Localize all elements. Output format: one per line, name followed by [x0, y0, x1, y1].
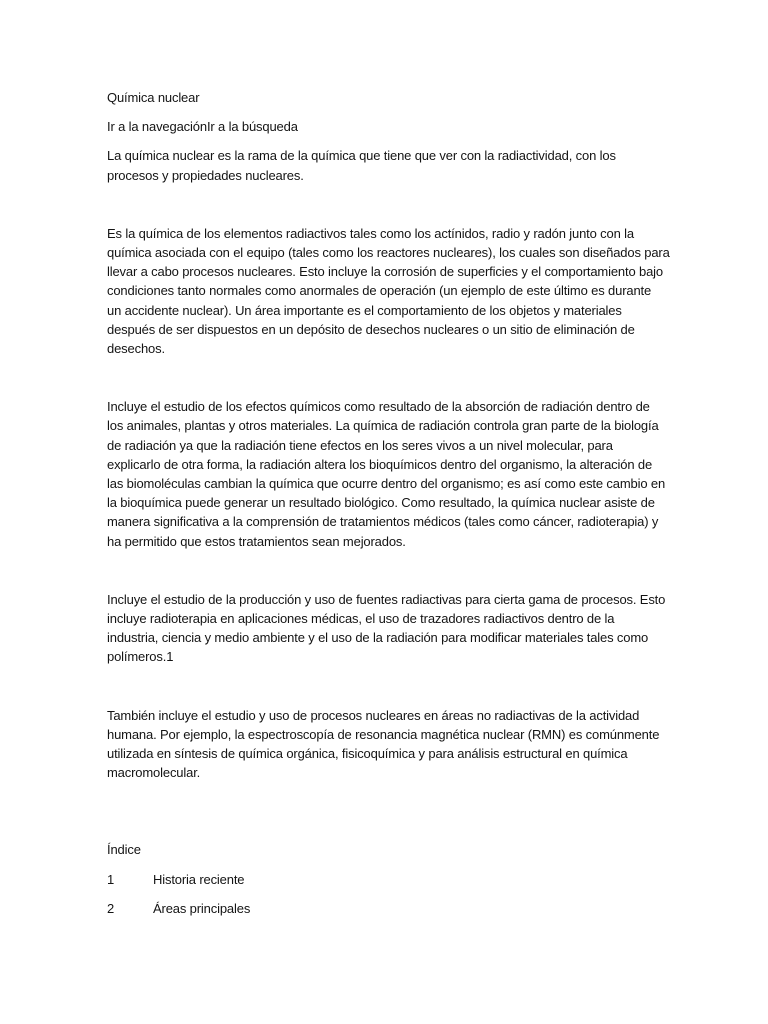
paragraph-line: después de ser dispuestos en un depósito de desechos nucleares o un sitio de eliminación de — [107, 321, 635, 337]
paragraph-line: industria, ciencia y medio ambiente y el uso de la radiación para modificar materiales tales como — [107, 630, 649, 646]
paragraph-line: ha permitido que estos tratamientos sean mejorados. — [107, 533, 406, 549]
paragraph-line: la bioquímica puede generar un resultado biológico. Como resultado, la química nuclear asiste de — [107, 495, 655, 511]
document-page — [107, 88, 670, 928]
spacer — [107, 185, 662, 224]
paragraph-line: utilizada en síntesis de química orgánica, fisicoquímica y para análisis estructural en química — [107, 746, 628, 762]
paragraph-rmn — [107, 706, 662, 783]
paragraph-line: Es la química de los elementos radiactivos tales como los actínidos, radio y radón junto con la — [107, 225, 634, 241]
paragraph-line: También incluye el estudio y uso de procesos nucleares en áreas no radiactivas de la actividad — [107, 707, 640, 723]
paragraph-line: macromolecular. — [107, 765, 201, 781]
paragraph-line: humana. Por ejemplo, la espectroscopía de resonancia magnética nuclear (RMN) es comúnmente — [107, 726, 660, 742]
paragraph-line: química asociada con el equipo (tales como los reactores nucleares), los cuales son diseñados para — [107, 245, 670, 261]
spacer — [107, 782, 662, 840]
paragraph-line: desechos. — [107, 341, 165, 357]
paragraph-fuentes — [107, 590, 666, 667]
spacer — [107, 551, 662, 590]
skip-links — [107, 117, 662, 136]
toc-heading: Índice — [107, 842, 141, 858]
paragraph-line: La química nuclear es la rama de la química que tiene que ver con la radiactividad, con los — [107, 148, 616, 164]
toc-item-number: 1 — [107, 871, 115, 887]
page-title: Química nuclear — [107, 90, 200, 105]
toc-item-number: 2 — [107, 900, 115, 916]
paragraph-line: Incluye el estudio de los efectos químicos como resultado de la absorción de radiación dentro de — [107, 399, 650, 415]
paragraph-line: manera significativa a la comprensión de tratamientos médicos (tales como cáncer, radioterapia) y — [107, 514, 659, 530]
paragraph-line: un accidente nuclear). Un área importante es el comportamiento de los objetos y materiales — [107, 302, 622, 318]
paragraph-line: procesos y propiedades nucleares. — [107, 167, 304, 183]
paragraph-elementos — [107, 224, 670, 358]
nav-link-busqueda[interactable]: Ir a la búsqueda — [206, 119, 298, 135]
paragraph-line: de radiación ya que la radiación tiene efectos en los seres vivos a un nivel molecular, para — [107, 437, 613, 453]
paragraph-line: Incluye el estudio de la producción y uso de fuentes radiactivas para cierta gama de procesos. Esto — [107, 591, 666, 607]
nav-link-navegacion[interactable]: Ir a la navegación — [107, 119, 207, 135]
paragraph-line: las biomoléculas cambian la química que ocurre dentro del organismo; es así como este cambio en — [107, 476, 666, 492]
paragraph-intro — [107, 146, 662, 184]
spacer — [107, 667, 662, 706]
paragraph-line: llevar a cabo procesos nucleares. Esto incluye la corrosión de superficies y el comportamiento bajo — [107, 264, 663, 280]
paragraph-line: polímeros.1 — [107, 649, 174, 665]
toc-item[interactable] — [107, 899, 662, 918]
paragraph-line: incluye radioterapia en aplicaciones médicas, el uso de trazadores radiactivos dentro de la — [107, 611, 615, 627]
toc-item-label[interactable]: Áreas principales — [153, 900, 251, 916]
paragraph-efectos — [107, 397, 666, 551]
paragraph-line: explicarlo de otra forma, la radiación altera los bioquímicos dentro del organismo, la alteración de — [107, 456, 653, 472]
toc-item-label[interactable]: Historia reciente — [153, 871, 245, 887]
paragraph-line: los animales, plantas y otros materiales. La química de radiación controla gran parte de la biología — [107, 418, 659, 434]
spacer — [107, 358, 662, 397]
toc-item[interactable] — [107, 870, 662, 889]
table-of-contents — [107, 840, 662, 918]
paragraph-line: condiciones tanto normales como anormales de operación (un ejemplo de este último es durante — [107, 283, 652, 299]
